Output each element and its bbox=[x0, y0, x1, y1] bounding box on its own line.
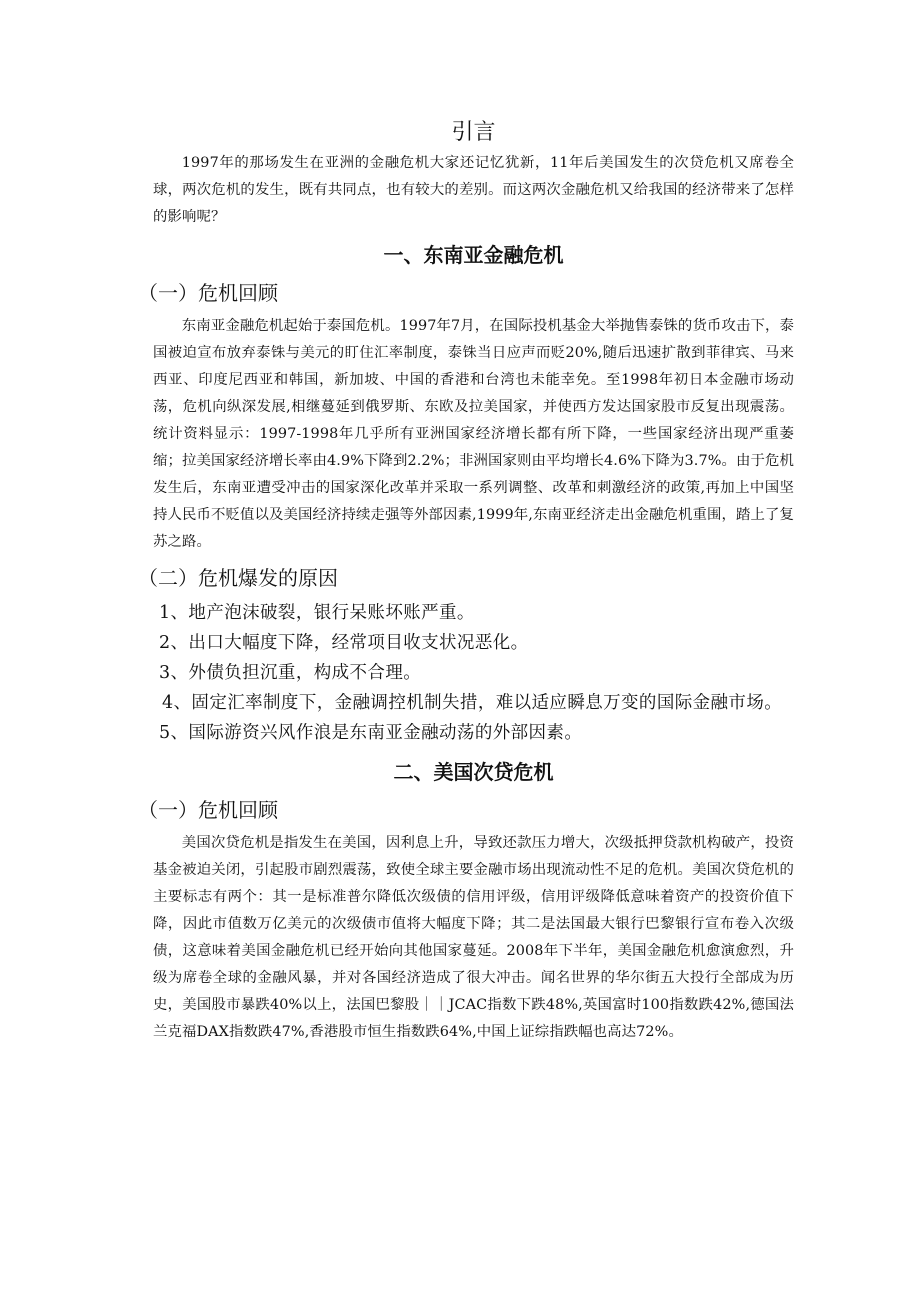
section2-sub1-heading: （一）危机回顾 bbox=[138, 798, 278, 822]
section2-heading: 二、美国次贷危机 bbox=[393, 760, 554, 784]
list-item bbox=[153, 628, 794, 658]
list-item-text: 2、出口大幅度下降，经常项目收支状况恶化。 bbox=[159, 633, 529, 653]
list-item bbox=[153, 718, 794, 748]
section1-sub1-paragraph: 东南亚金融危机起始于泰国危机。1997年7月，在国际投机基金大举抛售泰铢的货币攻击下，泰国被迫宣布放弃泰铢与美元的盯住汇率制度，泰铢当日应声而贬20%,随后迅速扩散到菲律宾、马来西亚、印度尼西亚和韩国，新加坡、中国的香港和台湾也未能幸免。至1998年初日本金融市场动荡，危机向纵深发展,相继蔓延到俄罗斯、东欧及拉美国家，并使西方发达国家股市反复出现震荡。统计资料显示：1997-1998年几乎所有亚洲国家经济增长都有所下降，一些国家经济出现严重萎缩；拉美国家经济增长率由4.9%下降到2.2%；非洲国家则由平均增长4.6%下降为3.7%。由于危机发生后，东南亚遭受冲击的国家深化改革并采取一系列调整、改革和刺激经济的政策,再加上中国坚持人民币不贬值以及美国经济持续走强等外部因素,1999年,东南亚经济走出金融危机重围，踏上了复苏之路。 bbox=[153, 318, 794, 550]
list-item-text: 1、地产泡沫破裂，银行呆账坏账严重。 bbox=[159, 603, 475, 623]
causes-list bbox=[153, 598, 794, 748]
section1-sub1-heading: （一）危机回顾 bbox=[138, 281, 278, 305]
list-item bbox=[153, 688, 794, 718]
list-item bbox=[153, 598, 794, 628]
intro-title: 引言 bbox=[451, 120, 496, 145]
list-item-text: 3、外债负担沉重，构成不合理。 bbox=[159, 663, 422, 683]
section1-heading: 一、东南亚金融危机 bbox=[383, 243, 564, 267]
list-item-text: 4、固定汇率制度下，金融调控机制失措，难以适应瞬息万变的国际金融市场。 bbox=[162, 693, 783, 713]
list-item-text: 5、国际游资兴风作浪是东南亚金融动荡的外部因素。 bbox=[159, 723, 583, 743]
intro-paragraph: 1997年的那场发生在亚洲的金融危机大家还记忆犹新，11年后美国发生的次贷危机又席卷全球，两次危机的发生，既有共同点，也有较大的差别。而这两次金融危机又给我国的经济带来了怎样的影响呢？ bbox=[153, 155, 794, 225]
section1-sub2-heading: （二）危机爆发的原因 bbox=[138, 566, 338, 590]
list-item bbox=[153, 658, 794, 688]
section2-sub1-paragraph: 美国次贷危机是指发生在美国，因利息上升，导致还款压力增大，次级抵押贷款机构破产，投资基金被迫关闭，引起股市剧烈震荡，致使全球主要金融市场出现流动性不足的危机。美国次贷危机的主要标志有两个：其一是标准普尔降低次级债的信用评级，信用评级降低意味着资产的投资价值下降，因此市值数万亿美元的次级债市值将大幅度下降；其二是法国最大银行巴黎银行宣布卷入次级债，这意味着美国金融危机已经开始向其他国家蔓延。2008年下半年，美国金融危机愈演愈烈，升级为席卷全球的金融风暴，并对各国经济造成了很大冲击。闻名世界的华尔街五大投行全部成为历史，美国股市暴跌40%以上，法国巴黎股｜｜JCAC指数下跌48%,英国富时100指数跌42%,德国法兰克福DAX指数跌47%,香港股市恒生指数跌64%,中国上证综指跌幅也高达72%。 bbox=[153, 835, 794, 1040]
